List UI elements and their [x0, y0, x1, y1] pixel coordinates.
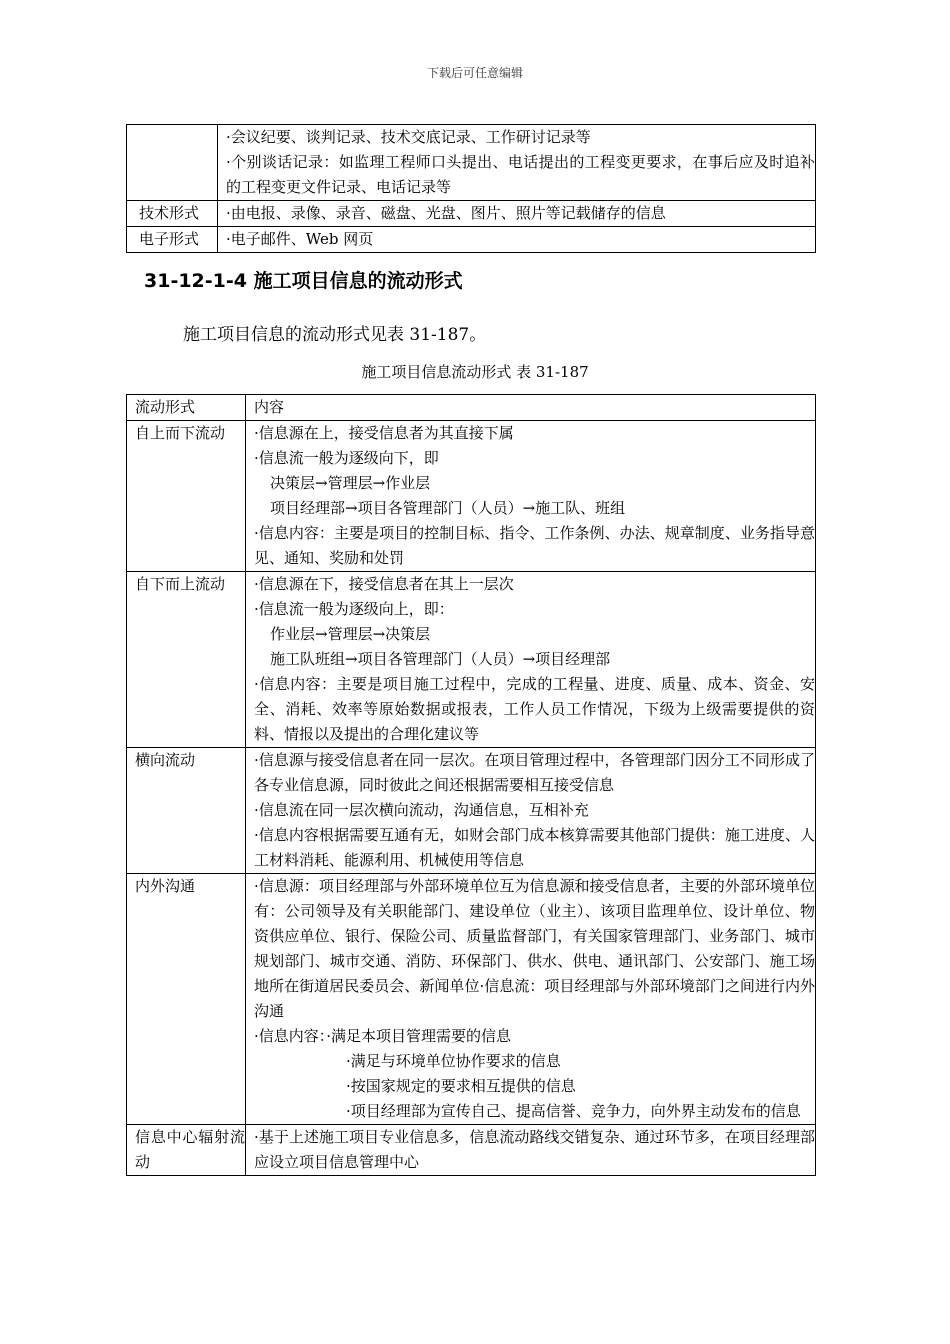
content-line: ·个别谈话记录：如监理工程师口头提出、电话提出的工程变更要求，在事后应及时追补的工程变更文件记录、电话记录等 — [226, 153, 815, 196]
content-line: ·信息源在上，接受信息者为其直接下属 — [254, 424, 514, 442]
table-row — [127, 125, 816, 201]
row-label: 自上而下流动 — [127, 421, 246, 572]
content-line: ·由电报、录像、录音、磁盘、光盘、图片、照片等记载储存的信息 — [226, 204, 666, 222]
row-content — [218, 227, 816, 253]
row-content — [246, 874, 816, 1125]
content-line: ·项目经理部为宣传自己、提高信誉、竞争力，向外界主动发布的信息 — [346, 1102, 801, 1120]
content-line: ·基于上述施工项目专业信息多，信息流动路线交错复杂、通过环节多，在项目经理部应设立项目信息管理中心 — [254, 1128, 815, 1171]
table-info-forms-body — [127, 125, 816, 253]
table-row — [127, 201, 816, 227]
content-line: ·信息内容：·满足本项目管理需要的信息 — [254, 1027, 512, 1045]
row-label: 横向流动 — [127, 748, 246, 874]
row-label: 内外沟通 — [127, 874, 246, 1125]
row-label — [127, 125, 218, 201]
content-line: ·信息内容：主要是项目施工过程中，完成的工程量、进度、质量、成本、资金、安全、消耗、效率等原始数据或报表，工作人员工作情况，下级为上级需要提供的资料、情报以及提出的合理化建议等 — [254, 675, 815, 743]
content-line: ·信息流在同一层次横向流动，沟通信息，互相补充 — [254, 801, 589, 819]
content-line: ·满足与环境单位协作要求的信息 — [346, 1052, 561, 1070]
table-row — [127, 227, 816, 253]
table-flow-forms — [126, 394, 816, 1176]
content-line: 项目经理部→项目各管理部门（人员）→施工队、班组 — [270, 499, 626, 517]
content-line: ·信息源在下，接受信息者在其上一层次 — [254, 575, 514, 593]
intro-paragraph: 施工项目信息的流动形式见表 31-187。 — [183, 325, 487, 345]
row-label: 信息中心辐射流动 — [127, 1125, 246, 1176]
row-content — [218, 201, 816, 227]
table-row — [127, 572, 816, 748]
row-content — [246, 572, 816, 748]
header-flow-form: 流动形式 — [127, 395, 246, 421]
row-content — [246, 748, 816, 874]
content-line: ·电子邮件、Web 网页 — [226, 230, 374, 248]
header-content: 内容 — [246, 395, 816, 421]
row-label: 技术形式 — [127, 201, 218, 227]
content-line: ·会议纪要、谈判记录、技术交底记录、工作研讨记录等 — [226, 128, 591, 146]
table-row — [127, 748, 816, 874]
row-content — [218, 125, 816, 201]
section-heading: 31-12-1-4 施工项目信息的流动形式 — [144, 270, 463, 292]
row-label: 自下而上流动 — [127, 572, 246, 748]
content-line: ·信息流一般为逐级向下，即 — [254, 449, 439, 467]
content-line: ·信息内容根据需要互通有无，如财会部门成本核算需要其他部门提供：施工进度、人工材料消耗、能源利用、机械使用等信息 — [254, 826, 815, 869]
table-header-row — [127, 395, 816, 421]
content-line: ·信息流一般为逐级向上，即： — [254, 600, 454, 618]
content-line: 作业层→管理层→决策层 — [270, 625, 431, 643]
table-row — [127, 421, 816, 572]
content-line: ·信息内容：主要是项目的控制目标、指令、工作条例、办法、规章制度、业务指导意见、通知、奖励和处罚 — [254, 524, 815, 567]
table-row — [127, 1125, 816, 1176]
content-line: ·按国家规定的要求相互提供的信息 — [346, 1077, 576, 1095]
row-content — [246, 421, 816, 572]
row-label: 电子形式 — [127, 227, 218, 253]
row-content — [246, 1125, 816, 1176]
content-line: ·信息源：项目经理部与外部环境单位互为信息源和接受信息者，主要的外部环境单位有：公司领导及有关职能部门、建设单位（业主）、该项目监理单位、设计单位、物资供应单位、银行、保险公司、质量监督部门，有关国家管理部门、业务部门、城市规划部门、城市交通、消防、环保部门、供水、供电、通讯部门、公安部门、施工场地所在街道居民委员会、新闻单位·信息流：项目经理部与外部环境部门之间进行内外沟通 — [254, 877, 815, 1020]
table-info-forms — [126, 124, 816, 253]
page-header-note: 下载后可任意编辑 — [426, 66, 523, 80]
table-row — [127, 874, 816, 1125]
table-caption: 施工项目信息流动形式 表 31-187 — [361, 363, 589, 381]
content-line: 施工队班组→项目各管理部门（人员）→项目经理部 — [270, 650, 611, 668]
content-line: 决策层→管理层→作业层 — [270, 474, 431, 492]
content-line: ·信息源与接受信息者在同一层次。在项目管理过程中，各管理部门因分工不同形成了各专业信息源，同时彼此之间还根据需要相互接受信息 — [254, 751, 815, 794]
table-flow-forms-body — [127, 421, 816, 1176]
